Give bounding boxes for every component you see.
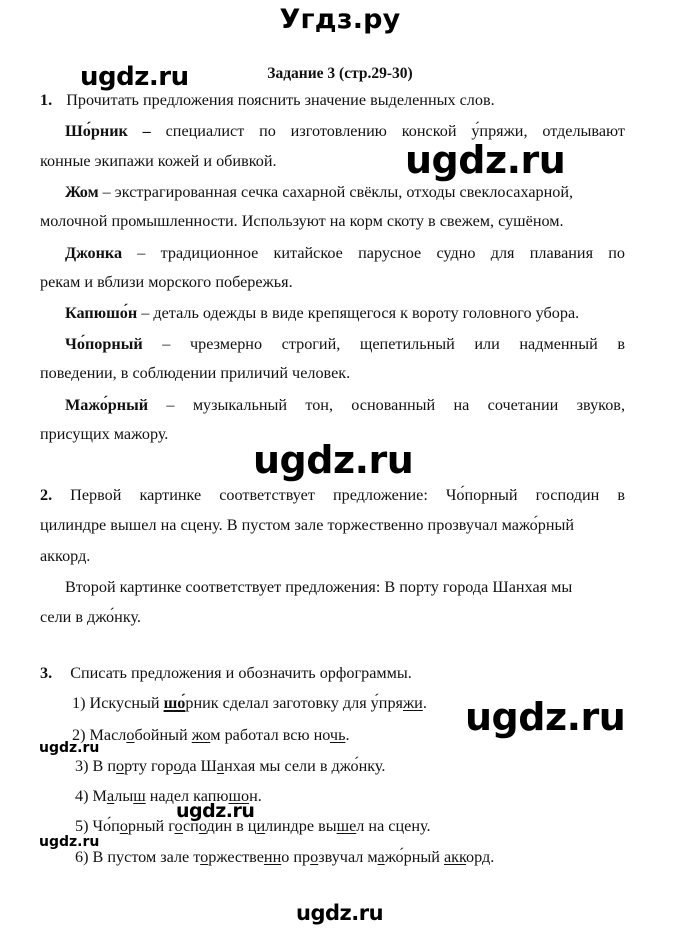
definition-shornik-cont: конные экипажи кожей и обивкой.: [40, 152, 277, 170]
term: Шо́рник: [65, 122, 128, 140]
sentence-5: 5) Чо́порный господин в цилиндре вышел на сцену.: [75, 817, 431, 835]
definition-dzhonka-cont: рекам и вблизи морского побережья.: [40, 273, 293, 291]
watermark-lower-right: ugdz.ru: [465, 695, 626, 739]
sentence-1: 1) Искусный шо́рник сделал заготовку для у́пряжи.: [72, 694, 427, 712]
watermark-bottom: ugdz.ru: [296, 901, 384, 925]
section1-instruction: 1. Прочитать предложения пояснить значение выделенных слов.: [40, 91, 495, 109]
definition-mazhorny-cont: присущих мажору.: [40, 425, 169, 443]
sentence-3: 3) В порту города Шанхая мы сели в джо́нку.: [75, 757, 386, 775]
section3-instruction: 3. Списать предложения и обозначить орфограммы.: [40, 664, 412, 682]
definition-choporny-cont: поведении, в соблюдении приличий человек.: [40, 364, 351, 382]
watermark-top-left: ugdz.ru: [80, 62, 189, 92]
definition-choporny: Чо́порный – чрезмерно строгий, щепетильный или надменный в: [65, 335, 625, 353]
section1-number: 1.: [40, 91, 53, 109]
section2-line3: аккорд.: [40, 547, 91, 565]
watermark-upper-right: ugdz.ru: [405, 138, 566, 182]
watermark-small-middle: ugdz.ru: [176, 800, 255, 822]
sentence-4: 4) Малыш надел капюшон.: [75, 787, 262, 805]
definition-dzhonka: Джонка – традиционное китайское парусное судно для плавания по: [65, 244, 626, 262]
task-heading: Задание 3 (стр.29-30): [267, 65, 413, 82]
watermark-middle: ugdz.ru: [253, 438, 414, 482]
section2-line2: цилиндре вышел на сцену. В пустом зале торжественно прозвучал мажо́рный: [40, 516, 575, 534]
sentence-6: 6) В пустом зале торжественно прозвучал мажо́рный аккорд.: [75, 848, 495, 866]
sentence-2: 2) Маслобойный жом работал всю ночь.: [72, 726, 350, 744]
definition-shornik: Шо́рник – специалист по изготовлению конской у́пряжи, отделывают: [65, 122, 626, 140]
definition-zhom-cont: молочной промышленности. Используют на корм скоту в свежем, сушёном.: [40, 212, 564, 230]
section2-line5: сели в джо́нку.: [40, 608, 141, 626]
watermark-small-left-2: ugdz.ru: [39, 834, 100, 850]
section2-number: 2.: [40, 486, 53, 504]
definition-mazhorny: Мажо́рный – музыкальный тон, основанный на сочетании звуков,: [65, 396, 625, 414]
watermark-small-left-1: ugdz.ru: [39, 740, 100, 756]
section2-line4: Второй картинке соответствует предложения: В порту города Шанхая мы: [65, 578, 573, 596]
section3-number: 3.: [40, 664, 53, 682]
section2-line1: 2. Первой картинке соответствует предложение: Чо́порный господин в: [40, 486, 626, 504]
definition-kapyushon: Капюшо́н – деталь одежды в виде крепящегося к вороту головного убора.: [65, 304, 580, 322]
site-title: Угдз.ру: [279, 4, 401, 35]
definition-zhom: Жом – экстрагированная сечка сахарной свёклы, отходы свеклосахарной,: [65, 183, 574, 201]
